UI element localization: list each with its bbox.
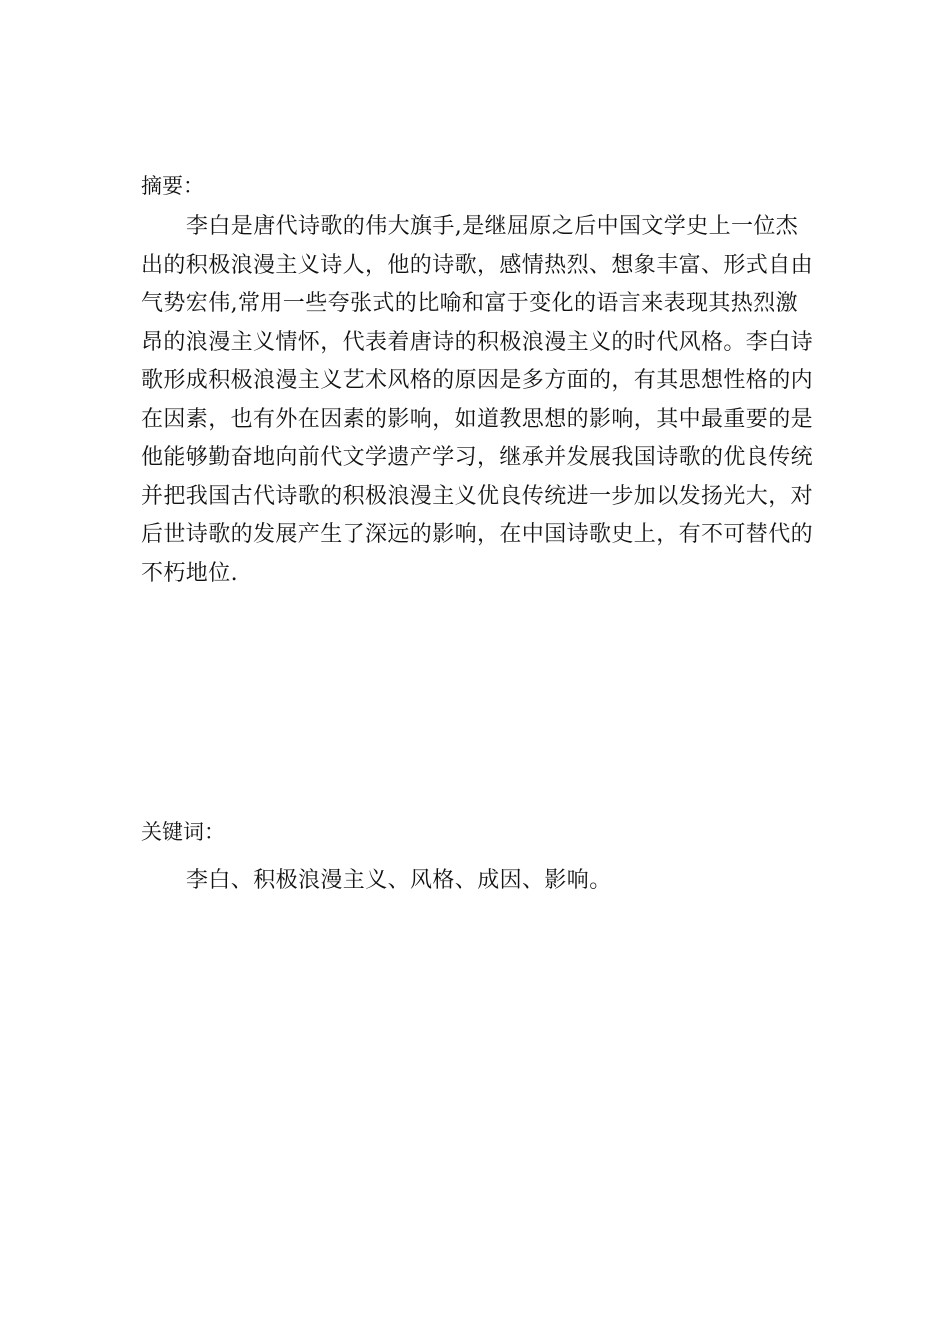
abstract-line: 歌形成积极浪漫主义艺术风格的原因是多方面的，有其思想性格的内 [141, 368, 814, 393]
keywords-heading: 关键词： [141, 820, 225, 844]
abstract-heading: 摘要： [141, 174, 204, 198]
abstract-line: 并把我国古代诗歌的积极浪漫主义优良传统进一步加以发扬光大，对 [141, 483, 814, 509]
abstract-line: 李白是唐代诗歌的伟大旗手,是继屈原之后中国文学史上一位杰 [186, 214, 799, 239]
abstract-line: 出的积极浪漫主义诗人，他的诗歌，感情热烈、想象丰富、形式自由 [141, 252, 814, 278]
abstract-line: 气势宏伟,常用一些夸张式的比喻和富于变化的语言来表现其热烈激 [141, 291, 798, 316]
abstract-line: 不朽地位. [141, 560, 238, 586]
keywords-text: 李白、积极浪漫主义、风格、成因、影响。 [186, 868, 612, 893]
abstract-line: 昂的浪漫主义情怀，代表着唐诗的积极浪漫主义的时代风格。李白诗 [141, 329, 814, 355]
abstract-paragraph [141, 208, 821, 593]
abstract-line: 他能够勤奋地向前代文学遗产学习，继承并发展我国诗歌的优良传统 [141, 445, 814, 470]
abstract-line: 后世诗歌的发展产生了深远的影响，在中国诗歌史上，有不可替代的 [141, 522, 814, 547]
abstract-line: 在因素，也有外在因素的影响，如道教思想的影响，其中最重要的是 [141, 406, 814, 432]
